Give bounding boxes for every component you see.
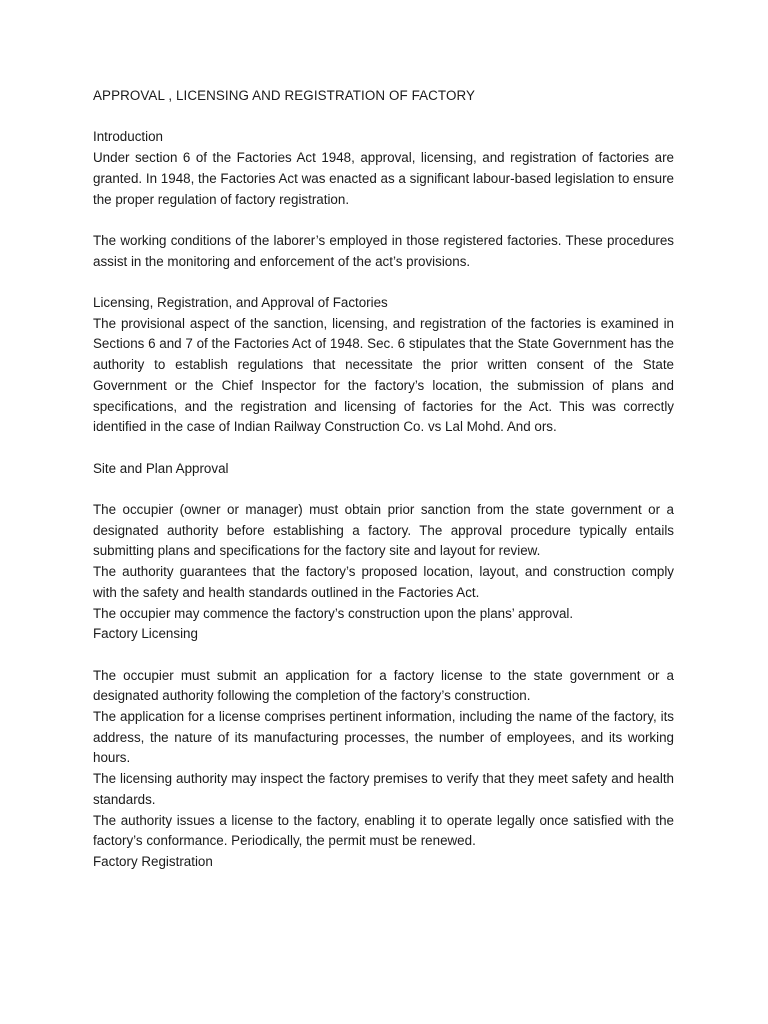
spacer: [93, 438, 674, 459]
paragraph-licensing-4: The authority issues a license to the factory, enabling it to operate legally once satisfied with the factory’s conformance. Periodically, the permit must be renewed.: [93, 812, 674, 849]
document-body: [93, 86, 674, 873]
paragraph-site-1: The occupier (owner or manager) must obtain prior sanction from the state government or a designated authority before establishing a factory. The approval procedure typically entails submitting plans and specifications for the factory site and layout for review.: [93, 501, 674, 559]
paragraph-lra-1: The provisional aspect of the sanction, licensing, and registration of the factories is examined in Sections 6 and 7 of the Factories Act of 1948. Sec. 6 stipulates that the State Government has the authority to establish regulations that necessitate the prior written consent of the State Government or the Chief Inspector for the factory’s location, the submission of plans and specifications, and the registration and licensing of factories for the Act. This was correctly identified in the case of Indian Railway Construction Co. vs Lal Mohd. And ors.: [93, 315, 674, 435]
paragraph-intro-2: The working conditions of the laborer’s employed in those registered factories. These procedures assist in the monitoring and enforcement of the act’s provisions.: [93, 232, 674, 269]
paragraph-site-2: The authority guarantees that the factory’s proposed location, layout, and construction comply with the safety and health standards outlined in the Factories Act.: [93, 564, 674, 600]
document-title: APPROVAL , LICENSING AND REGISTRATION OF FACTORY: [93, 88, 476, 103]
spacer: [93, 645, 674, 666]
paragraph-intro-1: Under section 6 of the Factories Act 1948, approval, licensing, and registration of factories are granted. In 1948, the Factories Act was enacted as a significant labour-based legislation to ensure the proper regulation of factory registration.: [93, 150, 674, 207]
paragraph-site-3: The occupier may commence the factory’s construction upon the plans’ approval.: [93, 605, 574, 621]
paragraph-licensing-3: The licensing authority may inspect the factory premises to verify that they meet safety and health standards.: [93, 771, 674, 807]
spacer: [93, 272, 674, 293]
paragraph-licensing-1: The occupier must submit an application for a factory license to the state government or a designated authority following the completion of the factory’s construction.: [93, 667, 674, 704]
spacer: [93, 210, 674, 231]
section-heading-factory-registration: Factory Registration: [93, 853, 213, 869]
spacer: [93, 479, 674, 500]
section-heading-licensing-registration-approval: Licensing, Registration, and Approval of Factories: [93, 294, 388, 310]
section-heading-introduction: Introduction: [93, 129, 163, 145]
spacer: [93, 107, 674, 128]
section-heading-factory-licensing: Factory Licensing: [93, 626, 198, 642]
paragraph-licensing-2: The application for a license comprises pertinent information, including the name of the factory, its address, the nature of its manufacturing processes, the number of employees, and its working hours.: [93, 709, 674, 766]
section-heading-site-plan-approval: Site and Plan Approval: [93, 460, 229, 476]
